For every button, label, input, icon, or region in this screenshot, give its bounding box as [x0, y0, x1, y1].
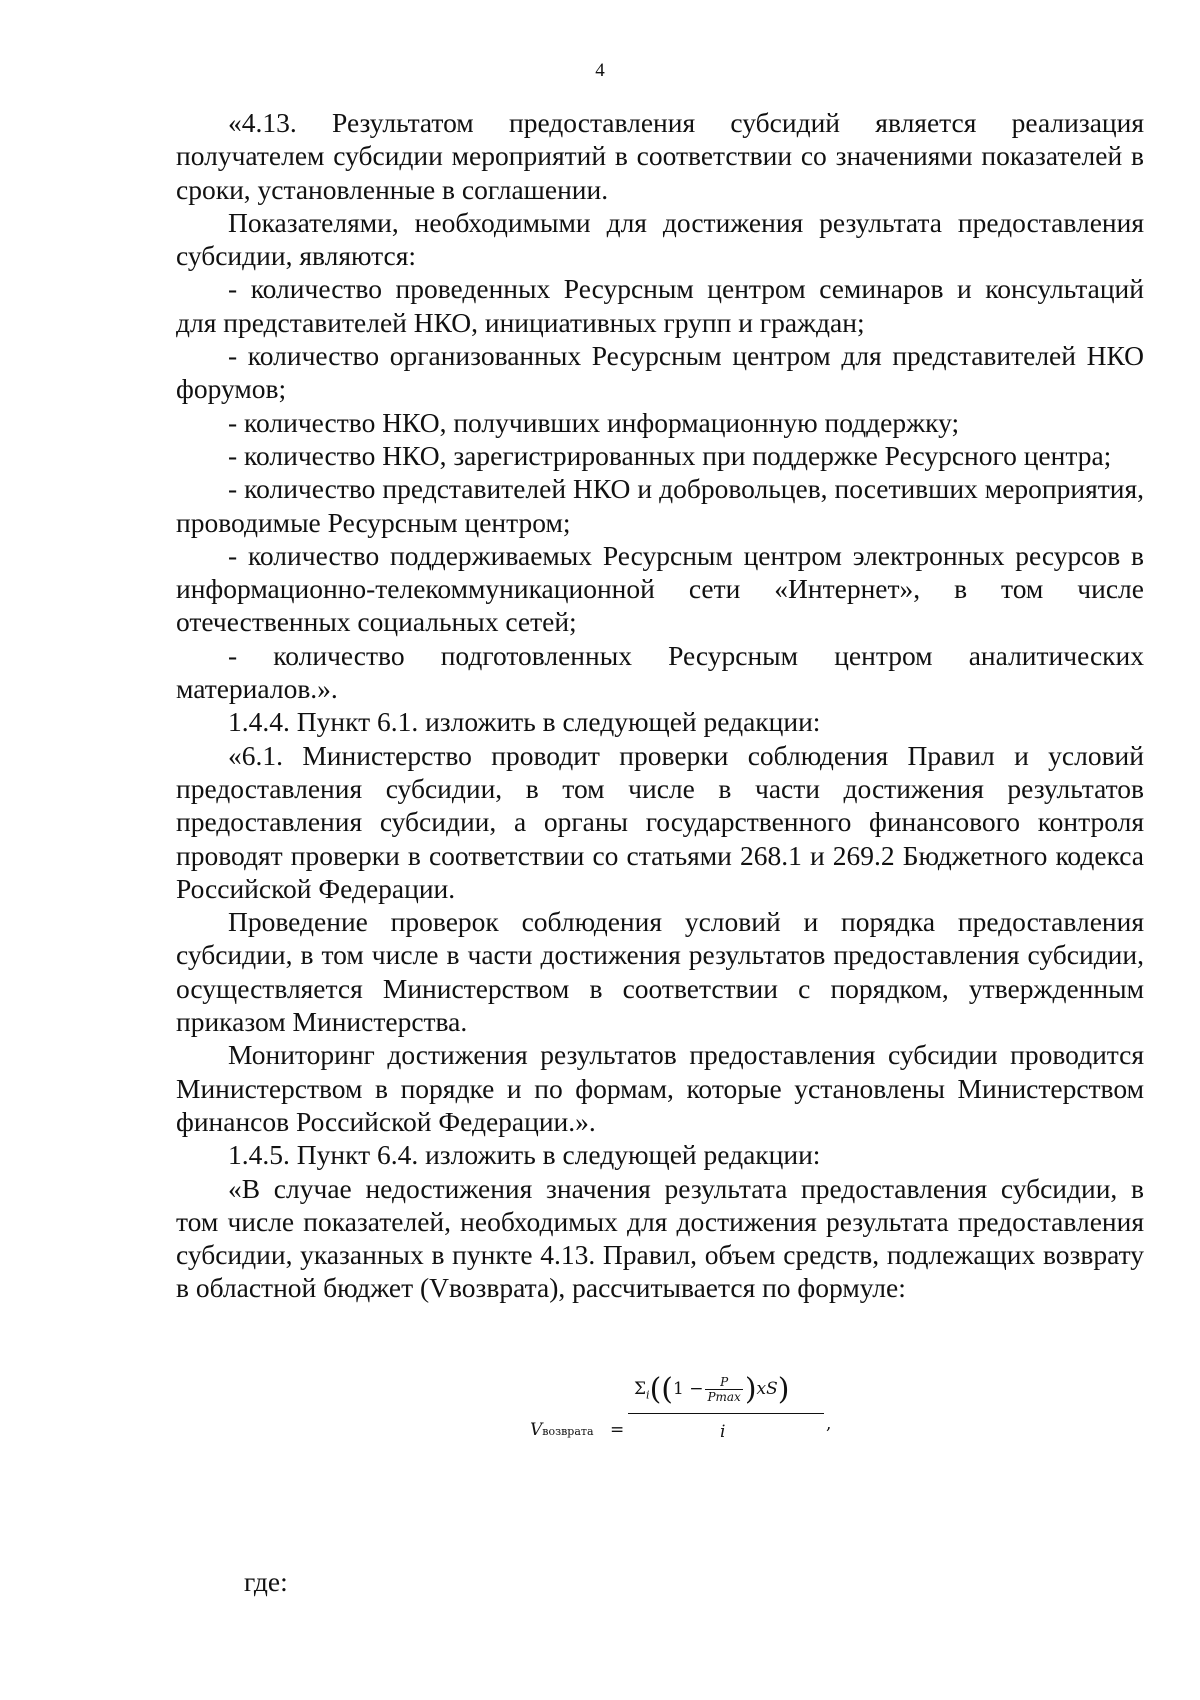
paragraph: «4.13. Результатом предоставления субсидий является реализация получателем субсидии мероприятий в соответствии со значениями показателей в сроки, установленные в соглашении. — [176, 107, 1144, 205]
paragraph: Показателями, необходимыми для достижения результата предоставления субсидии, являются: — [176, 206, 1144, 272]
formula-equals: = — [610, 1420, 625, 1440]
refund-formula — [530, 1372, 830, 1464]
paragraph: 1.4.5. Пункт 6.4. изложить в следующей редакции: — [228, 1139, 821, 1171]
paragraph: Проведение проверок соблюдения условий и порядка предоставления субсидии, в том числе в части достижения результатов предоставления субсидии, осуществляется Министерством в соответствии с порядком, утвержденным приказом Министерства. — [176, 906, 1144, 1038]
formula-fraction: $\frac{P}{Pmax}$ — [707, 1375, 741, 1404]
page-number: 4 — [595, 60, 605, 81]
formula-comma: , — [826, 1414, 832, 1434]
formula-fraction-line — [628, 1413, 824, 1414]
list-item: - количество НКО, получивших информационную поддержку; — [228, 406, 960, 438]
list-item: - количество проведенных Ресурсным центром семинаров и консультаций для представителей НКО, инициативных групп и граждан; — [176, 273, 1144, 338]
list-item: - количество подготовленных Ресурсным центром аналитических материалов.». — [176, 639, 1144, 705]
paragraph: «6.1. Министерство проводит проверки соблюдения Правил и условий предоставления субсидии, в том числе в части достижения результатов предоставления субсидии, а органы государственного финансового контроля проводят проверки в соответствии со статьями 268.1 и 269.2 Бюджетного кодекса Российской Федерации. — [176, 739, 1144, 904]
list-item: - количество представителей НКО и добровольцев, посетивших мероприятия, проводимые Ресурсным центром; — [176, 473, 1144, 538]
document-body — [176, 106, 1144, 1305]
paragraph: «В случае недостижения значения результата предоставления субсидии, в том числе показателей, необходимых для достижения результата предоставления субсидии, указанных в пункте 4.13. Правил, объем средств, подлежащих возврату в областной бюджет (Vвозврата), рассчитывается по формуле: — [176, 1172, 1144, 1304]
formula-numerator: $\Sigma_i((1$ − $\frac{P}{Pmax}$ )xS) — [634, 1372, 790, 1407]
paragraph: 1.4.4. Пункт 6.1. изложить в следующей редакции: — [228, 706, 821, 738]
list-item: - количество поддерживаемых Ресурсным центром электронных ресурсов в информационно-телекоммуникационной сети «Интернет», в том числе отечественных социальных сетей; — [176, 539, 1144, 638]
formula-lhs: Vвозврата — [530, 1420, 594, 1440]
where-label: где: — [244, 1566, 288, 1597]
paragraph: Мониторинг достижения результатов предоставления субсидии проводится Министерством в порядке и по формам, которые установлены Министерством финансов Российской Федерации.». — [176, 1039, 1144, 1137]
formula-denominator: i — [720, 1422, 726, 1442]
list-item: - количество организованных Ресурсным центром для представителей НКО форумов; — [176, 340, 1144, 405]
list-item: - количество НКО, зарегистрированных при поддержке Ресурсного центра; — [228, 439, 1112, 471]
